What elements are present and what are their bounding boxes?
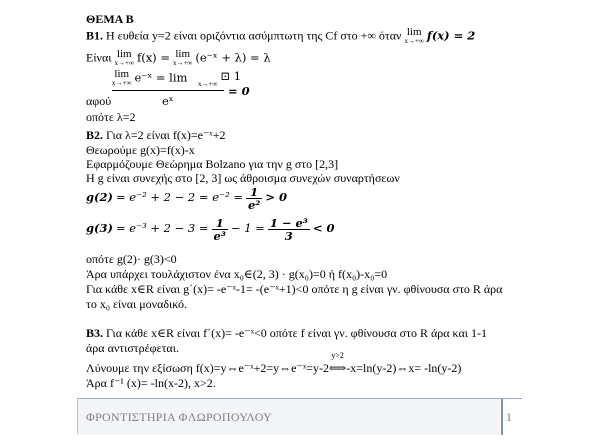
- b2-g3-mid: = e⁻³ + 2 − 3 =: [115, 221, 209, 235]
- b2-g2-fraction: $\frac{1}{\text{e²}}$: [247, 184, 261, 212]
- b1-lim3: lim x→+∞: [172, 48, 193, 67]
- b1-line3-numerator: [112, 70, 187, 87]
- b2-g3-lhs: g(3): [86, 221, 113, 235]
- b2-g3-equation: [86, 213, 334, 243]
- b3-line3-b: -x=ln(y-2)⇔x= -ln(y-2): [346, 361, 462, 375]
- b1-lim1: lim x→+∞: [404, 26, 424, 45]
- b1-line3-eq: = 0: [228, 84, 250, 98]
- footer-divider: [501, 399, 503, 435]
- b1-lim2: lim x→+∞: [114, 48, 134, 67]
- b2-g3-mid2: − 1 =: [230, 221, 265, 235]
- b3-line3-a: Λύνουμε την εξίσωση f(x)=y⇔e⁻ˣ+2=y⇔e⁻ˣ=y-2: [86, 361, 330, 375]
- page-number: 1: [506, 410, 512, 424]
- b2-g3-rhs: < 0: [312, 221, 335, 235]
- b2-line8: το x₀ είναι μοναδικό.: [86, 297, 188, 311]
- b1-line2-lead: Είναι: [86, 50, 112, 65]
- b1-line4: οπότε λ=2: [86, 110, 136, 124]
- b2-line1: [86, 128, 226, 142]
- b3-line2: άρα αντιστρέφεται.: [86, 341, 179, 355]
- b2-heading: Β2.: [86, 128, 104, 142]
- b1-line3-expr: e⁻ˣ = lim: [134, 70, 188, 85]
- b2-g2-rhs: > 0: [265, 190, 287, 204]
- b3-line4: Άρα f⁻¹ (x)= -ln(x-2), x>2.: [86, 376, 216, 390]
- b1-lim4: lim x→+∞: [112, 68, 132, 87]
- b2-g2-lhs: g(2): [86, 190, 113, 204]
- b1-line2: [86, 50, 271, 67]
- b2-line5: οπότε g(2)· g(3)<0: [86, 252, 177, 266]
- b2-line7: Για κάθε x∈R είναι g΄(x)= -e⁻ˣ-1= -(e⁻ˣ+1)<0 οπότε η g είναι γν. φθίνουσα στο R άρα: [86, 282, 503, 296]
- b2-g3-fraction2: $\frac{\text{1 − e³}}{3}$: [269, 215, 308, 243]
- b1-line1-text: Η ευθεία y=2 είναι οριζόντια ασύμπτωτη της Cf στο +∞ όταν: [106, 28, 402, 43]
- b3-line1: [86, 326, 487, 340]
- b2-g2-equation: [86, 182, 287, 212]
- b1-lim5: x→+∞: [198, 80, 218, 88]
- b2-line2: Θεωρούμε g(x)=f(x)-x: [86, 143, 195, 157]
- footer-left-edge: [77, 398, 78, 434]
- page-footer: [78, 398, 522, 435]
- b2-g2-mid: = e⁻² + 2 − 2 = e⁻² =: [115, 190, 243, 204]
- b3-line3: [86, 351, 462, 375]
- b3-arrow: y>2 ⟺: [329, 351, 347, 375]
- b1-line3-tail: ⊡ 1: [220, 68, 242, 83]
- b1-line1: [86, 28, 475, 45]
- b1-line1-math: f(x) = 2: [426, 28, 476, 43]
- b2-line1-text: Για λ=2 είναι f(x)=e⁻ˣ+2: [106, 128, 226, 142]
- b2-line4: Η g είναι συνεχής στο [2, 3] ως άθροισμα συνεχών συναρτήσεων: [86, 171, 400, 185]
- section-title: ΘΕΜΑ Β: [86, 12, 134, 26]
- b3-heading: Β3.: [86, 326, 104, 340]
- b2-g3-fraction1: $\frac{1}{\text{e³}}$: [213, 215, 226, 243]
- b1-heading: Β1.: [86, 28, 104, 43]
- b2-line3: Εφαρμόζουμε Θεώρημα Bolzano για την g στο [2,3]: [86, 157, 339, 171]
- b1-line2-math-b: (e⁻ˣ + λ) = λ: [195, 50, 271, 65]
- b1-line3-lead: αφού: [86, 94, 112, 108]
- b2-line6: Άρα υπάρχει τουλάχιστον ένα x₀∈(2, 3) · g(x₀)=0 ή f(x₀)-x₀=0: [86, 267, 388, 281]
- b1-line3-den: eˣ: [162, 94, 174, 108]
- footer-text: ΦΡΟΝΤΙΣΤΗΡΙΑ ΦΛΩΡΟΠΟΥΛΟΥ: [86, 410, 273, 424]
- b1-line2-math-a: f(x) =: [136, 50, 170, 65]
- b1-fraction-bar: [112, 90, 224, 91]
- b3-line1-text: Για κάθε x∈R είναι f΄(x)= -e⁻ˣ<0 οπότε f είναι γν. φθίνουσα στο R άρα και 1-1: [106, 326, 487, 340]
